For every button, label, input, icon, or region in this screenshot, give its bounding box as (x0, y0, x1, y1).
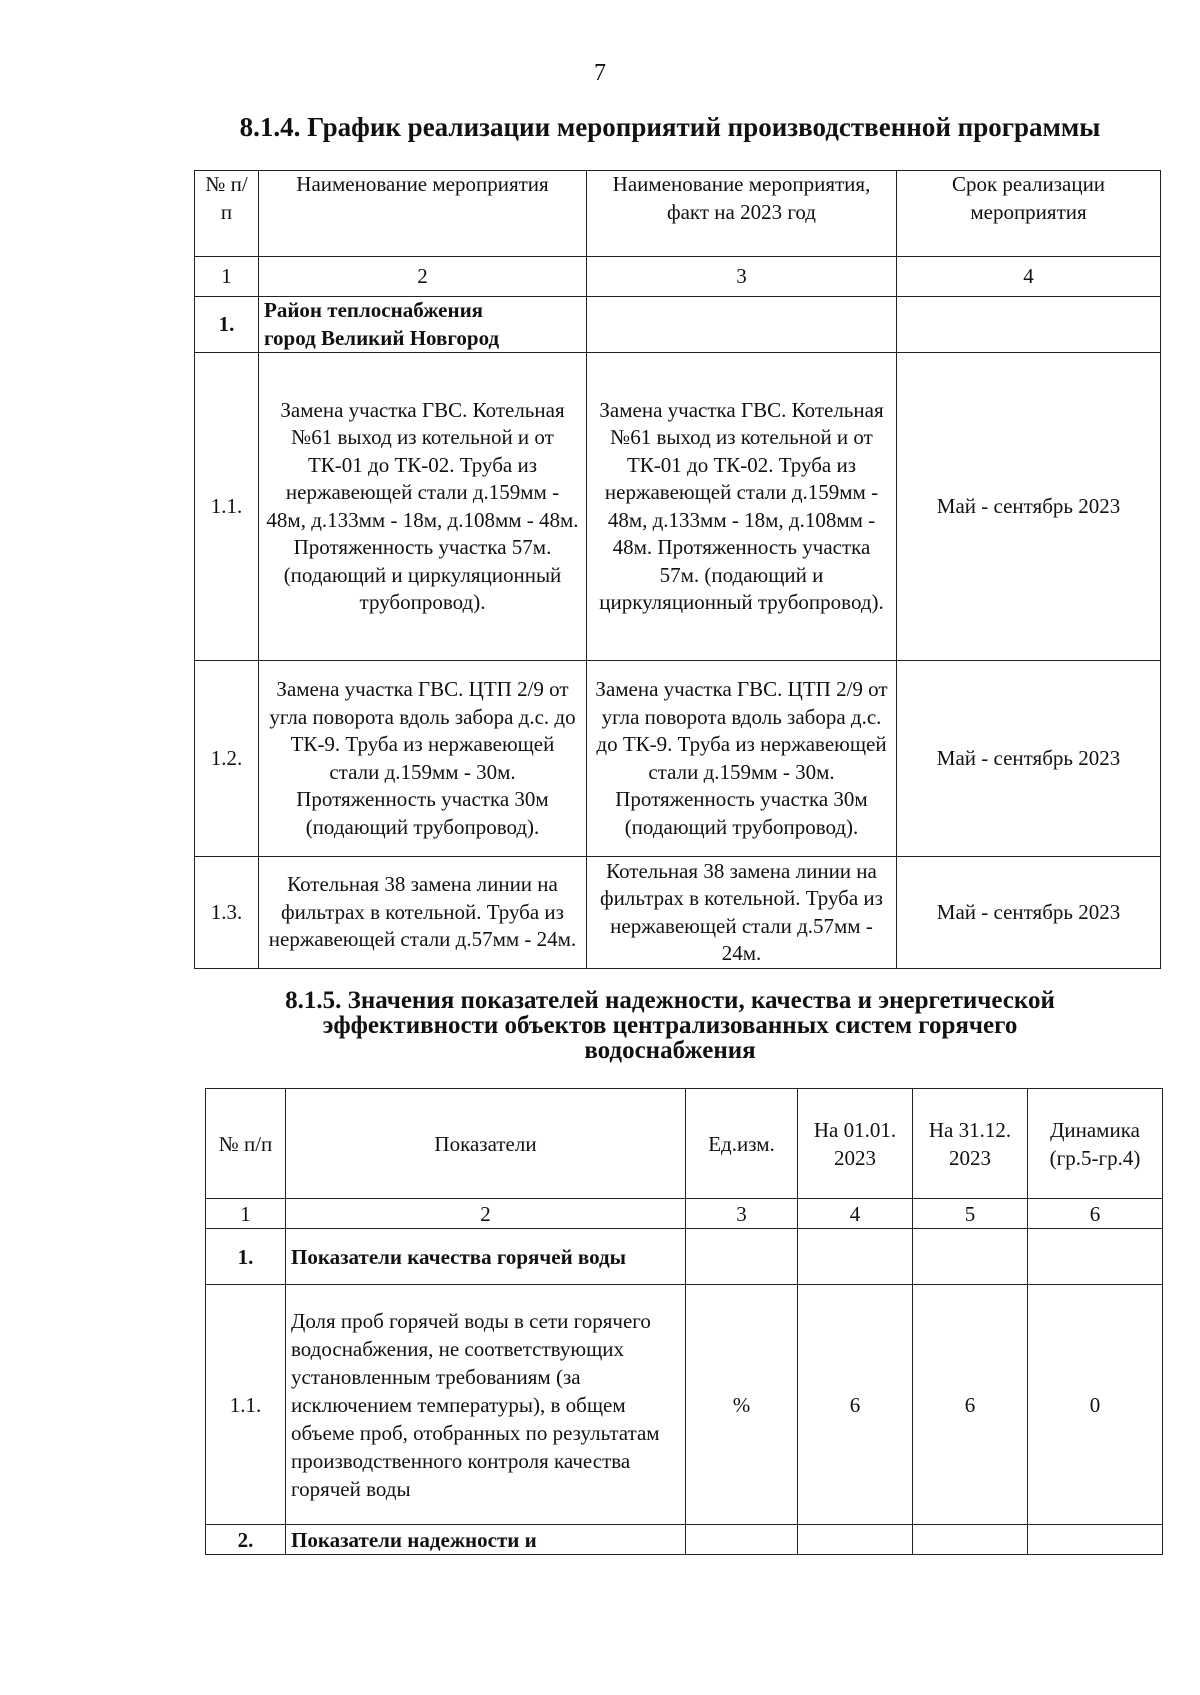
empty-cell (1028, 1525, 1163, 1555)
col-number: 2 (286, 1199, 686, 1229)
row-indicator: Доля проб горячей воды в сети горячего водоснабжения, не соответствующих установленным требованиям (за исключением температуры), в общем объеме проб, отобранных по результатам производственного контроля качества горячей воды (286, 1285, 686, 1525)
table-header-row (206, 1089, 1163, 1199)
col-number: 1 (195, 257, 259, 297)
col-number: 2 (259, 257, 587, 297)
column-number-row (206, 1199, 1163, 1229)
col-number: 6 (1028, 1199, 1163, 1229)
group-num: 2. (206, 1525, 286, 1555)
empty-cell (686, 1525, 798, 1555)
group-name: Показатели надежности и (286, 1525, 686, 1555)
title-line: эффективности объектов централизованных систем горячего (322, 1012, 1018, 1039)
row-term: Май - сентябрь 2023 (897, 353, 1161, 661)
empty-cell (913, 1229, 1028, 1285)
header-end: На 31.12. 2023 (913, 1089, 1028, 1199)
header-num: № п/п (206, 1089, 286, 1199)
table-row (195, 857, 1161, 969)
row-num: 1.2. (195, 661, 259, 857)
row-end: 6 (913, 1285, 1028, 1525)
header-num: № п/п (195, 171, 259, 257)
header-fact: Наименование мероприятия, факт на 2023 год (587, 171, 897, 257)
empty-cell (897, 297, 1161, 353)
table-row (195, 661, 1161, 857)
row-plan: Замена участка ГВС. Котельная №61 выход из котельной и от ТК-01 до ТК-02. Труба из нержавеющей стали д.159мм - 48м, д.133мм - 18м, д.108мм - 48м. Протяженность участка 57м. (подающий и циркуляционный трубопровод). (259, 353, 587, 661)
row-num: 1.3. (195, 857, 259, 969)
empty-cell (798, 1525, 913, 1555)
group-num: 1. (195, 297, 259, 353)
group-row (206, 1525, 1163, 1555)
empty-cell (587, 297, 897, 353)
header-indicator: Показатели (286, 1089, 686, 1199)
col-number: 4 (897, 257, 1161, 297)
indicators-table (205, 1088, 1163, 1555)
col-number: 4 (798, 1199, 913, 1229)
group-row (206, 1229, 1163, 1285)
row-unit: % (686, 1285, 798, 1525)
row-term: Май - сентябрь 2023 (897, 857, 1161, 969)
section-title-indicators (210, 988, 1130, 1063)
row-term: Май - сентябрь 2023 (897, 661, 1161, 857)
schedule-table (194, 170, 1161, 969)
row-num: 1.1. (195, 353, 259, 661)
table-header-row (195, 171, 1161, 257)
row-fact: Замена участка ГВС. ЦТП 2/9 от угла поворота вдоль забора д.с. до ТК-9. Труба из нержавеющей стали д.159мм - 30м. Протяженность участка 30м (подающий трубопровод). (587, 661, 897, 857)
group-name-line: город Великий Новгород (264, 325, 500, 350)
col-number: 3 (587, 257, 897, 297)
row-delta: 0 (1028, 1285, 1163, 1525)
title-line: 8.1.5. Значения показателей надежности, качества и энергетической (285, 987, 1055, 1014)
row-start: 6 (798, 1285, 913, 1525)
header-name: Наименование мероприятия (259, 171, 587, 257)
table-row (195, 353, 1161, 661)
table-row (206, 1285, 1163, 1525)
row-plan: Котельная 38 замена линии на фильтрах в котельной. Труба из нержавеющей стали д.57мм - 24м. (259, 857, 587, 969)
col-number: 3 (686, 1199, 798, 1229)
title-line: водоснабжения (584, 1037, 756, 1064)
page-number: 7 (594, 60, 606, 86)
empty-cell (686, 1229, 798, 1285)
column-number-row (195, 257, 1161, 297)
col-number: 1 (206, 1199, 286, 1229)
group-num: 1. (206, 1229, 286, 1285)
row-num: 1.1. (206, 1285, 286, 1525)
header-delta: Динамика (гр.5-гр.4) (1028, 1089, 1163, 1199)
empty-cell (798, 1229, 913, 1285)
group-row (195, 297, 1161, 353)
group-name-line: Район теплоснабжения (264, 298, 484, 322)
col-number: 5 (913, 1199, 1028, 1229)
header-term: Срок реализации мероприятия (897, 171, 1161, 257)
empty-cell (1028, 1229, 1163, 1285)
header-unit: Ед.изм. (686, 1089, 798, 1199)
row-plan: Замена участка ГВС. ЦТП 2/9 от угла поворота вдоль забора д.с. до ТК-9. Труба из нержавеющей стали д.159мм - 30м. Протяженность участка 30м (подающий трубопровод). (259, 661, 587, 857)
group-name: Показатели качества горячей воды (286, 1229, 686, 1285)
group-name (259, 297, 587, 353)
header-start: На 01.01. 2023 (798, 1089, 913, 1199)
section-title-schedule: 8.1.4. График реализации мероприятий производственной программы (239, 112, 1101, 142)
empty-cell (913, 1525, 1028, 1555)
row-fact: Замена участка ГВС. Котельная №61 выход из котельной и от ТК-01 до ТК-02. Труба из нержавеющей стали д.159мм - 48м, д.133мм - 18м, д.108мм - 48м. Протяженность участка 57м. (подающий и циркуляционный трубопровод). (587, 353, 897, 661)
row-fact: Котельная 38 замена линии на фильтрах в котельной. Труба из нержавеющей стали д.57мм - 24м. (587, 857, 897, 969)
